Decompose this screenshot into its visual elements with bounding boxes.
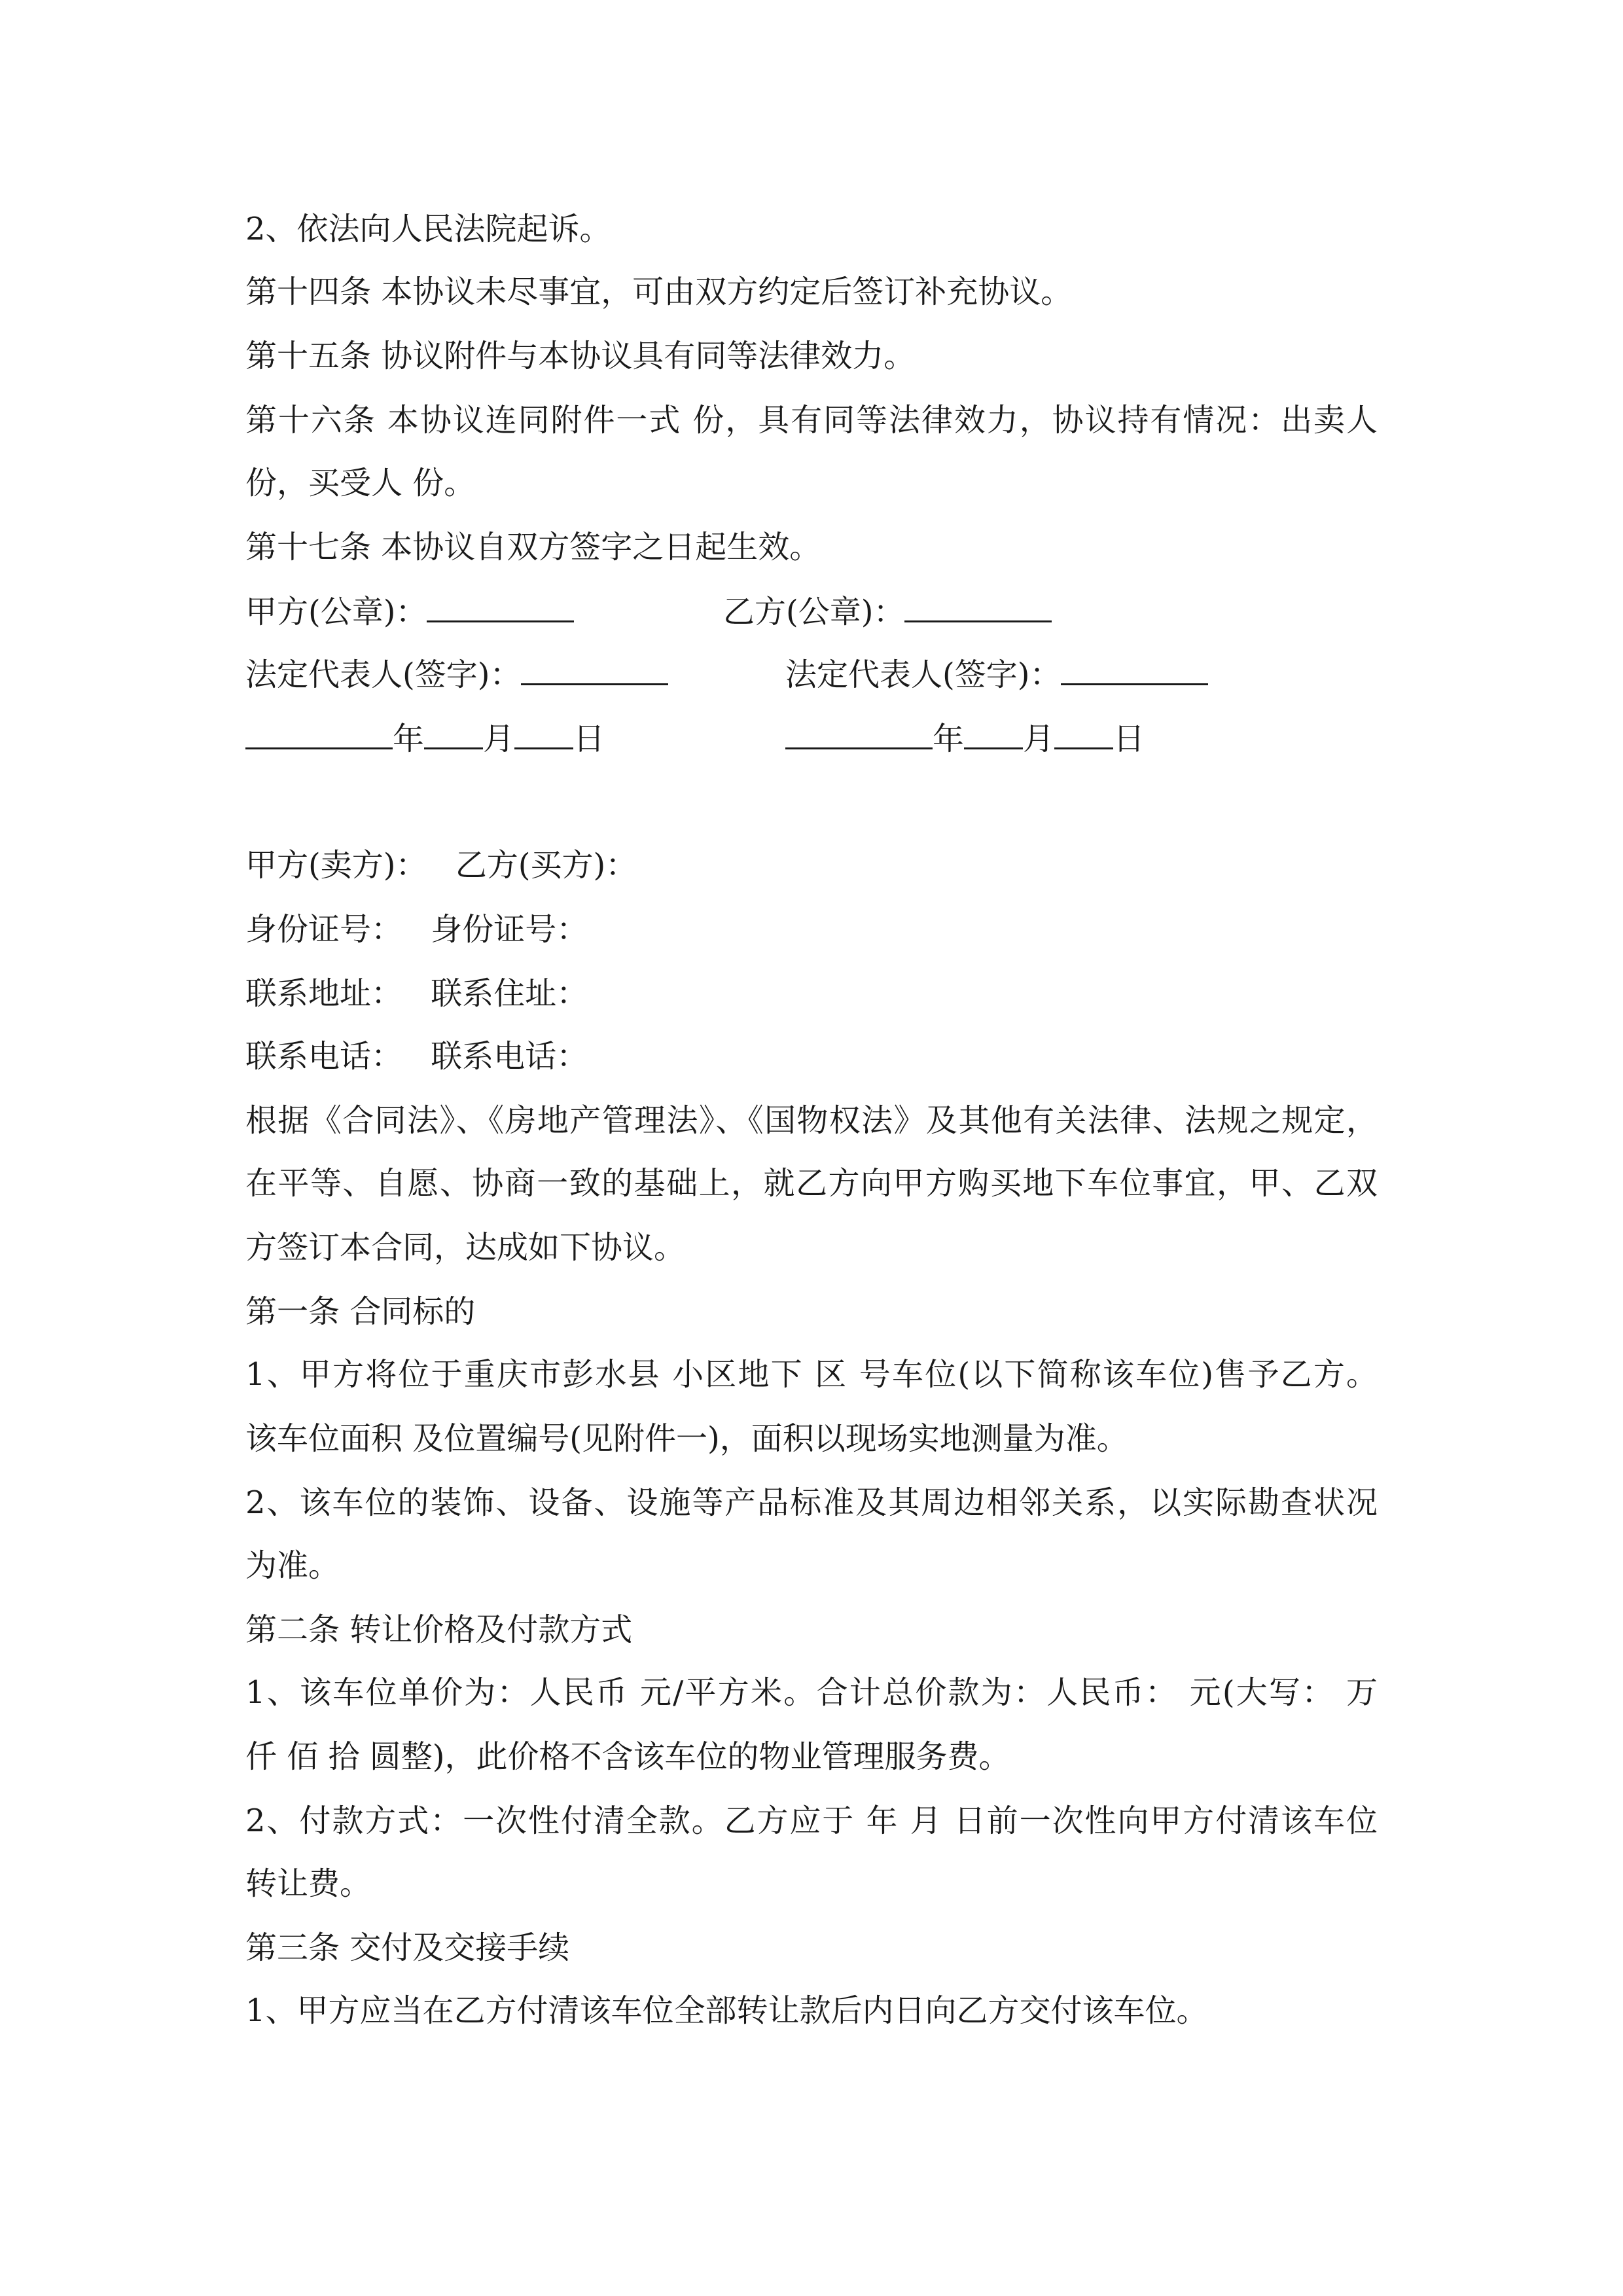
- article-1-line: 该车位面积 及位置编号(见附件一)，面积以现场实地测量为准。: [245, 1420, 1128, 1457]
- article-2-line: 仟 佰 拾 圆整)，此价格不含该车位的物业管理服务费。: [245, 1738, 1010, 1775]
- month-b-blank[interactable]: [964, 719, 1023, 749]
- id-line: [245, 910, 588, 949]
- article-2-line: 转让费。: [245, 1865, 372, 1902]
- day-b-blank[interactable]: [1054, 719, 1113, 749]
- rep-a-blank[interactable]: [521, 655, 668, 685]
- rep-b-label: 法定代表人(签字)：: [785, 656, 1061, 693]
- date-b-line: [785, 719, 1145, 759]
- party-a-seal-label: 甲方(公章)：: [245, 594, 427, 630]
- year-label: 年: [393, 721, 425, 757]
- party-a-seal-blank[interactable]: [427, 592, 574, 622]
- phone-a-label: 联系电话：: [245, 1038, 403, 1075]
- month-label: 月: [483, 721, 515, 757]
- day-a-blank[interactable]: [514, 719, 573, 749]
- party-b-seal-blank[interactable]: [904, 592, 1052, 622]
- party-b-seal-label: 乙方(公章)：: [723, 594, 905, 630]
- article-2-line: 1、该车位单价为：人民币 元/平方米。合计总价款为：人民币： 元(大写： 万: [245, 1674, 1378, 1711]
- month-label: 月: [1023, 721, 1055, 757]
- preamble-line: 在平等、自愿、协商一致的基础上，就乙方向甲方购买地下车位事宜，甲、乙双: [245, 1165, 1378, 1202]
- phone-line: [245, 1037, 588, 1076]
- month-a-blank[interactable]: [424, 719, 483, 749]
- article-3-title: 第三条 交付及交接手续: [245, 1929, 570, 1966]
- article-1-title: 第一条 合同标的: [245, 1293, 476, 1330]
- text-line: 2、依法向人民法院起诉。: [245, 211, 611, 247]
- rep-b-line: [785, 655, 1208, 694]
- parties-line: [245, 846, 637, 885]
- article-16: 第十六条 本协议连同附件一式 份，具有同等法律效力，协议持有情况：出卖人: [245, 402, 1378, 439]
- article-2-title: 第二条 转让价格及付款方式: [245, 1611, 633, 1648]
- article-1-line: 为准。: [245, 1547, 340, 1584]
- date-a-line: [245, 719, 605, 759]
- party-b-seal-line: [723, 592, 1052, 632]
- phone-b-label: 联系电话：: [431, 1038, 588, 1075]
- address-line: [245, 974, 588, 1013]
- address-b-label: 联系住址：: [431, 975, 588, 1012]
- address-a-label: 联系地址：: [245, 975, 403, 1012]
- id-b-label: 身份证号：: [431, 911, 588, 948]
- article-1-line: 1、甲方将位于重庆市彭水县 小区地下 区 号车位(以下简称该车位)售予乙方。: [245, 1356, 1378, 1393]
- preamble-line: 根据《合同法》、《房地产管理法》、《国物权法》及其他有关法律、法规之规定，: [245, 1102, 1378, 1139]
- year-a-blank[interactable]: [245, 719, 393, 749]
- buyer-label: 乙方(买方)：: [455, 847, 637, 884]
- article-15: 第十五条 协议附件与本协议具有同等法律效力。: [245, 338, 916, 374]
- rep-b-blank[interactable]: [1061, 655, 1208, 685]
- year-b-blank[interactable]: [785, 719, 933, 749]
- article-14: 第十四条 本协议未尽事宜，可由双方约定后签订补充协议。: [245, 274, 1073, 310]
- year-label: 年: [933, 721, 965, 757]
- article-1-line: 2、该车位的装饰、设备、设施等产品标准及其周边相邻关系，以实际勘查状况: [245, 1484, 1378, 1521]
- party-a-seal-line: [245, 592, 574, 632]
- day-label: 日: [573, 721, 605, 757]
- id-a-label: 身份证号：: [245, 911, 403, 948]
- article-17: 第十七条 本协议自双方签字之日起生效。: [245, 529, 821, 565]
- day-label: 日: [1113, 721, 1145, 757]
- seller-label: 甲方(卖方)：: [245, 847, 427, 884]
- article-2-line: 2、付款方式：一次性付清全款。乙方应于 年 月 日前一次性向甲方付清该车位: [245, 1803, 1378, 1839]
- rep-a-label: 法定代表人(签字)：: [245, 656, 522, 693]
- rep-a-line: [245, 655, 668, 694]
- article-3-line: 1、甲方应当在乙方付清该车位全部转让款后内日向乙方交付该车位。: [245, 1992, 1208, 2029]
- preamble-line: 方签订本合同，达成如下协议。: [245, 1229, 686, 1266]
- text-line: 份，买受人 份。: [245, 465, 476, 501]
